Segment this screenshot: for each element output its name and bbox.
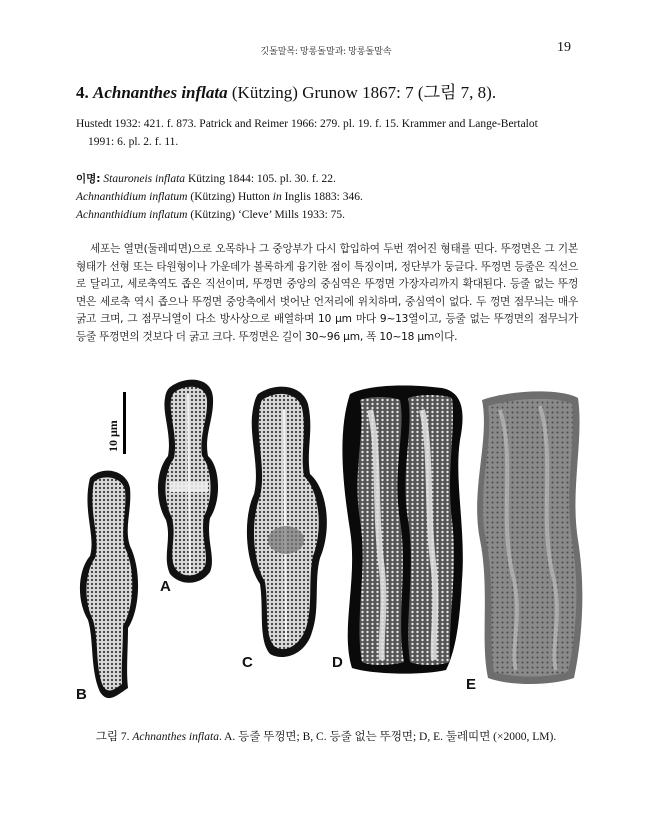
synonym-line-2 [76,188,586,206]
caption-text: . A. 등줄 뚜껑면; B, C. 등줄 없는 뚜껑면; D, E. 둘레띠면 (×2000, LM). [218,731,557,743]
synonym-2-name: Achnanthidium inflatum [76,191,188,203]
synonym-2-in: in [272,191,282,203]
figure-caption [0,728,652,744]
species-number: 4. [76,83,89,102]
panel-d-label: D [332,654,343,671]
micrograph-plate [70,370,590,730]
synonym-line-3 [76,206,586,224]
synonym-2-tail: Inglis 1883: 346. [281,191,363,203]
panel-c-valve [247,387,327,657]
panel-b-valve [80,471,138,699]
caption-taxon: Achnanthes inflata [132,731,219,743]
species-name: Achnanthes inflata [93,83,228,102]
synonym-label: 이명: [76,173,101,185]
synonym-line-1 [76,170,586,188]
panel-e-label: E [466,676,477,693]
description [76,241,578,347]
species-heading [76,78,496,103]
description-text: 세포는 열면(둘레띠면)으로 오목하나 그 중앙부가 다시 합입하여 두번 꺾어진 형태를 띤다. 뚜껑면은 그 기본 형태가 선형 또는 타원형이나 가운데가 볼록하게 융기한 점이 특징이며, 정단부가 둥글다. 뚜껑면 등줄은 직선으로 달리고, 세로축역도 좁은 직선이며, 뚜껑면 중앙의 중심역은 뚜껑면 가장자리까지 확대된다. 등줄 없는 뚜껑면은 세로축 역시 좁으나 뚜껑면 중앙축에서 벗어난 언저리에 위치하며, 중심역이 없다. 두 껑면 점무늬는 매우 굵고 크며, 그 점무늬열이 다소 방사상으로 배열하며 10 μm 마다 9~13열이고, 등줄 없는 뚜껑면의 점무늬가 등줄 뚜껑면의 것보다 더 굵고 크다. 뚜껑면은 길이 30~96 μm, 폭 10~18 μm이다. [76,243,578,343]
panel-e-girdle [477,391,582,684]
reference-line-1: Hustedt 1932: 421. f. 873. Patrick and Reimer 1966: 279. pl. 19. f. 15. Krammer and Lange-Bertalot [76,118,538,130]
synonym-1-name: Stauroneis inflata [103,173,186,185]
panel-b-label: B [76,686,87,703]
panel-a-valve [158,380,218,583]
reference-line-2: 1991: 6. pl. 2. f. 11. [88,136,179,148]
panel-c-label: C [242,654,253,671]
scale-bar [123,392,126,454]
synonyms [76,170,586,224]
running-head: 깃돌말목: 망롱돌말과: 망롱돌말속 [260,46,392,56]
synonym-3-citation: (Kützing) ‘Cleve’ Mills 1933: 75. [187,209,346,221]
synonym-1-citation: Kützing 1844: 105. pl. 30. f. 22. [185,173,336,185]
synonym-3-name: Achnanthidium inflatum [76,209,188,221]
references [76,115,586,151]
figure-7 [70,370,590,730]
caption-prefix: 그림 7. [95,731,133,743]
panel-d-girdle [342,386,462,674]
panel-a-label: A [160,578,171,595]
species-authority: (Kützing) Grunow 1867: 7 (그림 7, 8). [231,83,497,102]
scale-label: 10 μm [106,420,120,452]
synonym-2-citation: (Kützing) Hutton [187,191,273,203]
page-number: 19 [557,40,571,55]
